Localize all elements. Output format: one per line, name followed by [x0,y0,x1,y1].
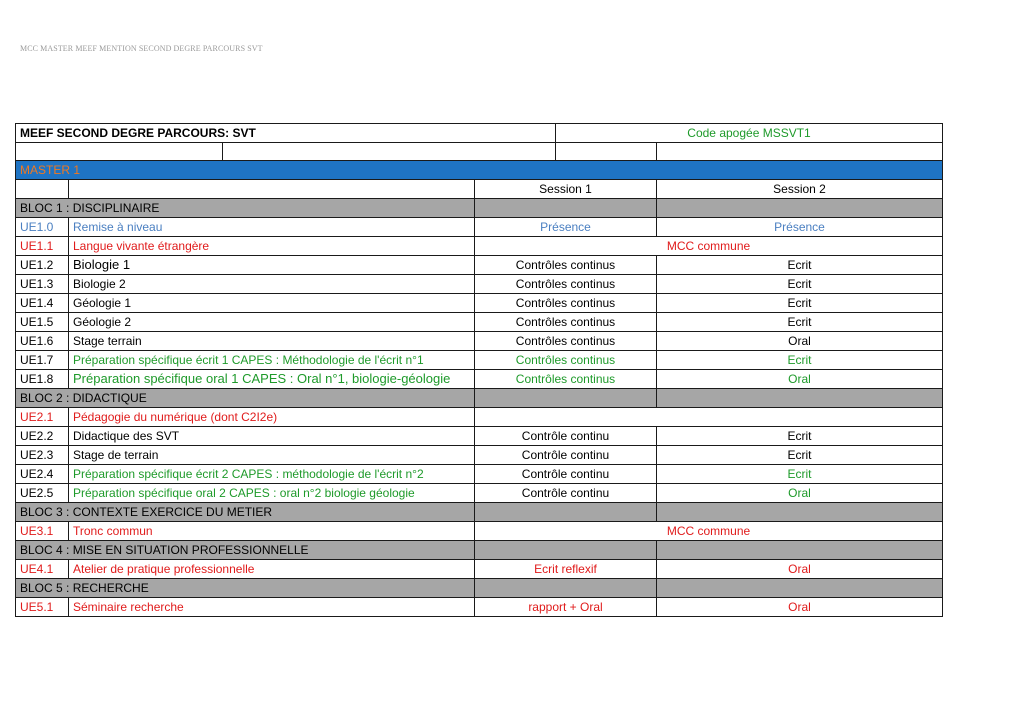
table-row [16,560,943,579]
ue-label: Géologie 1 [69,294,475,313]
session2-header: Session 2 [657,180,943,199]
ue-code: UE1.4 [16,294,69,313]
table-row [16,237,943,256]
ue-code: UE1.3 [16,275,69,294]
table-row [16,522,943,541]
table-row [16,294,943,313]
ue-label: Séminaire recherche [69,598,475,617]
ue-label: Didactique des SVT [69,427,475,446]
bloc-title: BLOC 2 : DIDACTIQUE [16,389,475,408]
ue-label: Préparation spécifique oral 1 CAPES : Oral n°1, biologie-géologie [69,370,475,389]
ue-label: Biologie 1 [69,256,475,275]
table-row [16,313,943,332]
bloc-title: BLOC 3 : CONTEXTE EXERCICE DU METIER [16,503,475,522]
ue-label: Atelier de pratique professionnelle [69,560,475,579]
session-header-row [16,180,943,199]
bloc-row [16,503,943,522]
ue-session2: Présence [657,218,943,237]
ue-session2: Ecrit [657,446,943,465]
ue-label: Géologie 2 [69,313,475,332]
code-apogee: Code apogée MSSVT1 [556,124,943,143]
ue-label: Stage terrain [69,332,475,351]
ue-label: Remise à niveau [69,218,475,237]
ue-label: Pédagogie du numérique (dont C2I2e) [69,408,475,427]
bloc-row [16,541,943,560]
ue-code: UE1.1 [16,237,69,256]
ue-code: UE2.1 [16,408,69,427]
ue-label: Langue vivante étrangère [69,237,475,256]
ue-session1: Contrôles continus [475,351,657,370]
ue-session1: Contrôles continus [475,275,657,294]
table-row [16,332,943,351]
ue-code: UE1.8 [16,370,69,389]
ue-session2: Ecrit [657,351,943,370]
bloc-row [16,389,943,408]
ue-session1: rapport + Oral [475,598,657,617]
bloc-title: BLOC 5 : RECHERCHE [16,579,475,598]
ue-session1: Contrôles continus [475,332,657,351]
ue-label: Biologie 2 [69,275,475,294]
table-row [16,256,943,275]
table-row [16,370,943,389]
table-row [16,275,943,294]
table-row [16,351,943,370]
ue-code: UE1.0 [16,218,69,237]
page-header: MCC MASTER MEEF MENTION SECOND DEGRE PARCOURS SVT [20,44,263,53]
table-row [16,218,943,237]
ue-session2: Oral [657,560,943,579]
ue-session1: Contrôles continus [475,313,657,332]
table-row [16,598,943,617]
ue-session1: Contrôles continus [475,294,657,313]
ue-code: UE4.1 [16,560,69,579]
ue-session2: Oral [657,332,943,351]
ue-code: UE1.7 [16,351,69,370]
ue-session2: Ecrit [657,256,943,275]
ue-session2: Ecrit [657,313,943,332]
ue-code: UE2.2 [16,427,69,446]
ue-code: UE2.4 [16,465,69,484]
mcc-table [15,123,943,617]
ue-session1: Contrôle continu [475,427,657,446]
ue-code: UE2.5 [16,484,69,503]
ue-label: Préparation spécifique écrit 1 CAPES : Méthodologie de l'écrit n°1 [69,351,475,370]
bloc-row [16,579,943,598]
program-title: MEEF SECOND DEGRE PARCOURS: SVT [16,124,556,143]
ue-session1: Ecrit reflexif [475,560,657,579]
table-row [16,408,943,427]
ue-session2: Oral [657,484,943,503]
ue-session1: Présence [475,218,657,237]
master-row [16,161,943,180]
ue-session2: Ecrit [657,465,943,484]
ue-session2: Ecrit [657,294,943,313]
session1-header: Session 1 [475,180,657,199]
ue-label: Tronc commun [69,522,475,541]
table-row [16,446,943,465]
ue-session1: Contrôles continus [475,370,657,389]
ue-session1: Contrôle continu [475,484,657,503]
ue-label: Préparation spécifique oral 2 CAPES : oral n°2 biologie géologie [69,484,475,503]
ue-code: UE1.6 [16,332,69,351]
ue-session2: Oral [657,598,943,617]
ue-session2: Oral [657,370,943,389]
ue-session2: Ecrit [657,427,943,446]
ue-mcc-commune: MCC commune [475,237,943,256]
bloc-title: BLOC 1 : DISCIPLINAIRE [16,199,475,218]
ue-mcc-commune: MCC commune [475,522,943,541]
ue-label: Stage de terrain [69,446,475,465]
table-row [16,484,943,503]
ue-session1: Contrôles continus [475,256,657,275]
master-label: MASTER 1 [16,161,943,180]
ue-code: UE3.1 [16,522,69,541]
bloc-row [16,199,943,218]
ue-code: UE5.1 [16,598,69,617]
table-row [16,427,943,446]
ue-session1: Contrôle continu [475,465,657,484]
title-row [16,124,943,143]
empty-row [16,143,943,161]
ue-session1: Contrôle continu [475,446,657,465]
table-row [16,465,943,484]
ue-label: Préparation spécifique écrit 2 CAPES : méthodologie de l'écrit n°2 [69,465,475,484]
ue-code: UE1.2 [16,256,69,275]
ue-code: UE1.5 [16,313,69,332]
ue-code: UE2.3 [16,446,69,465]
ue-session2: Ecrit [657,275,943,294]
bloc-title: BLOC 4 : MISE EN SITUATION PROFESSIONNELLE [16,541,475,560]
